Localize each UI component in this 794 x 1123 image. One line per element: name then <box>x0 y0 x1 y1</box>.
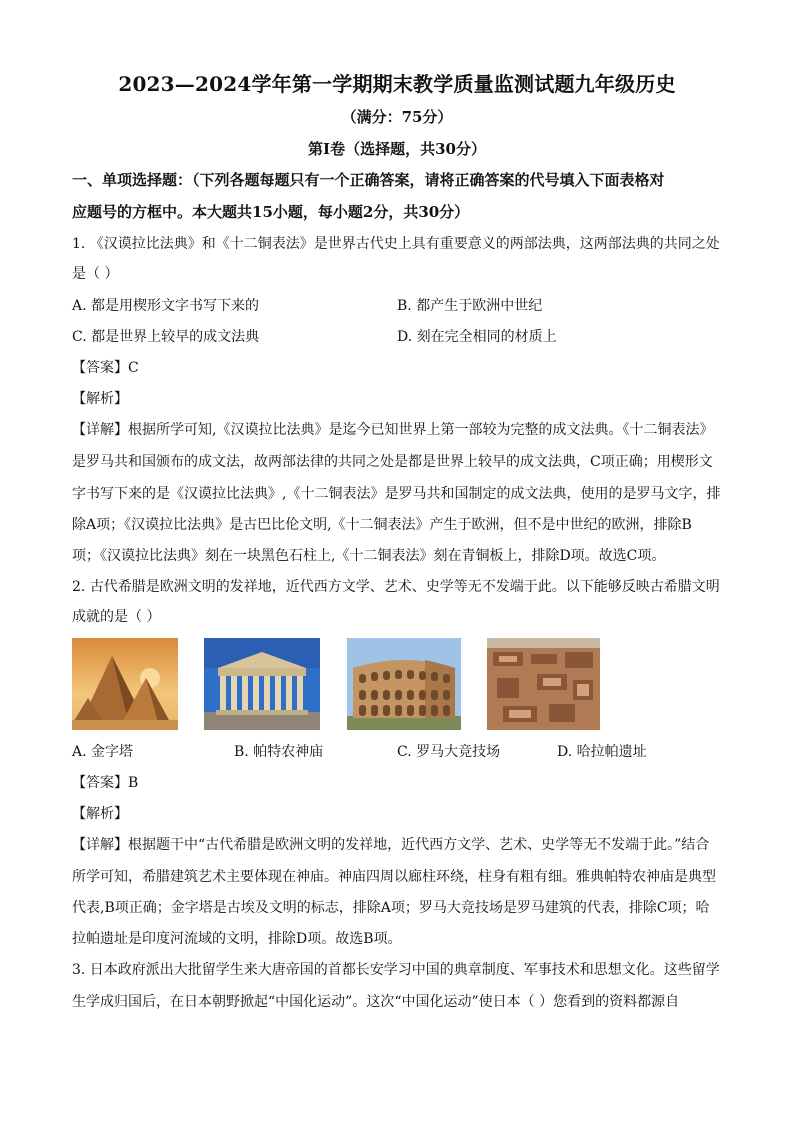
q2-option-d: D. 哈拉帕遗址 <box>557 744 647 760</box>
pyramids-image <box>72 638 178 730</box>
q1-answer: 【答案】C <box>72 360 139 376</box>
q1-detail-line-5: 项；《汉谟拉比法典》刻在一块黑色石柱上,《十二铜表法》刻在青铜板上，排除D项。故选C项。 <box>72 548 666 564</box>
q1-option-a: A. 都是用楔形文字书写下来的 <box>72 298 260 314</box>
q1-stem-line-2: 是（ ） <box>72 266 119 282</box>
q2-answer: 【答案】B <box>72 775 139 791</box>
section-heading: 第Ⅰ卷（选择题，共30分） <box>308 140 486 158</box>
part-heading-line-2: 应题号的方框中。本大题共15小题，每小题2分，共30分） <box>72 203 470 221</box>
q2-detail-line-4: 拉帕遗址是印度河流域的文明，排除D项。故选B项。 <box>72 931 402 947</box>
q2-stem-line-1: 2. 古代希腊是欧洲文明的发祥地，近代西方文学、艺术、史学等无不发端于此。以下能够反映古希腊文明 <box>72 579 720 595</box>
q3-stem-line-1: 3. 日本政府派出大批留学生来大唐帝国的首都长安学习中国的典章制度、军事技术和思想文化。这些留学 <box>72 962 720 978</box>
q1-stem-line-1: 1. 《汉谟拉比法典》和《十二铜表法》是世界古代史上具有重要意义的两部法典，这两部法典的共同之处 <box>72 236 720 252</box>
q1-option-b: B. 都产生于欧洲中世纪 <box>397 298 543 314</box>
q1-detail-line-2: 是罗马共和国颁布的成文法，故两部法律的共同之处是都是世界上较早的成文法典，C项正确；用楔形文 <box>72 454 713 470</box>
q1-detail-line-4: 除A项；《汉谟拉比法典》是古巴比伦文明,《十二铜表法》产生于欧洲，但不是中世纪的欧洲，排除B <box>72 517 692 533</box>
q2-detail-line-1: 【详解】根据题干中“古代希腊是欧洲文明的发祥地，近代西方文学、艺术、史学等无不发端于此。”结合 <box>72 837 710 853</box>
q1-analysis-label: 【解析】 <box>72 391 128 407</box>
parthenon-image <box>204 638 320 730</box>
q1-option-d: D. 刻在完全相同的材质上 <box>397 329 557 345</box>
q2-detail-line-3: 代表,B项正确；金字塔是古埃及文明的标志，排除A项；罗马大竞技场是罗马建筑的代表，排除C项；哈 <box>72 900 710 916</box>
full-score: （满分：75分） <box>341 108 453 126</box>
q1-detail-line-1: 【详解】根据所学可知,《汉谟拉比法典》是迄今已知世界上第一部较为完整的成文法典。《十二铜表法》 <box>72 422 714 438</box>
q1-option-c: C. 都是世界上较早的成文法典 <box>72 329 260 345</box>
q2-analysis-label: 【解析】 <box>72 806 128 822</box>
exam-title: 2023—2024学年第一学期期末教学质量监测试题九年级历史 <box>118 72 676 96</box>
harappa-ruins-image <box>487 638 600 730</box>
q2-option-b: B. 帕特农神庙 <box>234 744 324 760</box>
part-heading-line-1: 一、单项选择题：（下列各题每题只有一个正确答案，请将正确答案的代号填入下面表格对 <box>72 171 665 189</box>
colosseum-image <box>347 638 461 730</box>
q2-detail-line-2: 所学可知，希腊建筑艺术主要体现在神庙。神庙四周以廊柱环绕，柱身有粗有细。雅典帕特农神庙是典型 <box>72 869 716 885</box>
q2-option-c: C. 罗马大竞技场 <box>397 744 501 760</box>
q1-detail-line-3: 字书写下来的是《汉谟拉比法典》,《十二铜表法》是罗马共和国制定的成文法典，使用的是罗马文字，排 <box>72 486 721 502</box>
q2-option-a: A. 金字塔 <box>72 744 134 760</box>
q2-stem-line-2: 成就的是（ ） <box>72 609 161 625</box>
q3-stem-line-2: 生学成归国后，在日本朝野掀起“中国化运动”。这次“中国化运动”使日本（ ）您看到的资料都源自 <box>72 994 680 1010</box>
